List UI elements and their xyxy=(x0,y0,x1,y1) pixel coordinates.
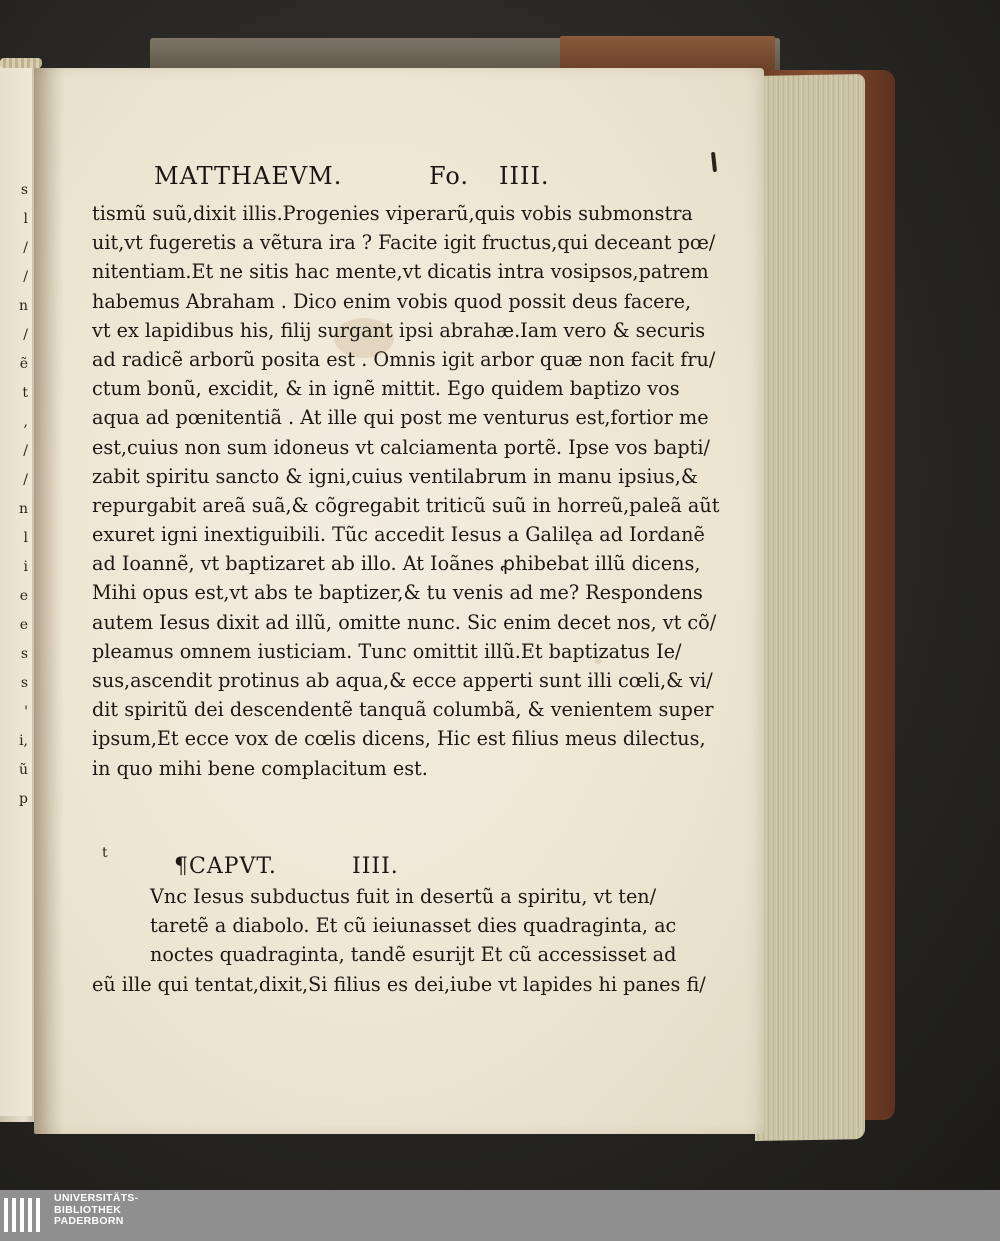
text-line: pleamus omnem iusticiam. Tunc omittit illũ.Et baptizatus Ie/ xyxy=(92,639,682,663)
text-line: eũ ille qui tentat,dixit,Si filius es dei,iube vt lapides hi panes fi/ xyxy=(92,972,706,996)
text-line: sus,ascendit protinus ab aqua,& ecce apperti sunt illi cœli,& vi/ xyxy=(92,669,713,692)
text-line: noctes quadraginta, tandẽ esurijt Et cũ accessisset ad xyxy=(150,943,677,967)
logo-line: BIBLIOTHEK xyxy=(54,1203,122,1216)
text-line: taretẽ a diabolo. Et cũ ieiunasset dies quadraginta, ac xyxy=(150,914,677,938)
margin-glyph: p xyxy=(19,791,28,807)
logo-line: UNIVERSITÄTS- xyxy=(54,1192,139,1204)
margin-glyph: i, xyxy=(19,733,28,749)
binding-thread xyxy=(0,58,42,68)
text-line: dit spiritũ dei descendentẽ tanquã columbã, & venientem super xyxy=(92,698,714,722)
page-fore-edge xyxy=(755,74,865,1141)
margin-glyph: s xyxy=(20,646,28,662)
margin-glyph: e xyxy=(19,588,28,604)
margin-glyph: s xyxy=(20,182,28,198)
margin-glyph: e xyxy=(19,617,28,633)
margin-glyph: t xyxy=(22,385,28,401)
text-line: habemus Abraham . Dico enim vobis quod possit deus facere, xyxy=(92,289,692,313)
text-line: vt ex lapidibus his, filij surgant ipsi abrahæ.Iam vero & securis xyxy=(92,318,706,342)
chapter-number: IIII. xyxy=(352,854,399,879)
text-line: in quo mihi bene complacitum est. xyxy=(92,756,428,780)
gutter-shadow xyxy=(34,68,64,1134)
page-mark xyxy=(711,152,717,172)
left-page-margin-text xyxy=(2,176,28,814)
left-page-edge xyxy=(0,66,32,1116)
text-line: exuret igni inextiguibili. Tũc accedit Iesus a Galilęa ad Iordanẽ xyxy=(92,523,705,547)
library-logo-text xyxy=(54,1193,138,1228)
text-line: est,cuius non sum idoneus vt calciamenta portẽ. Ipse vos bapti/ xyxy=(92,435,710,459)
chapter-label: ¶CAPVT. xyxy=(174,854,277,879)
chapter-text xyxy=(92,882,706,999)
book-page xyxy=(34,68,764,1134)
logo-line: PADERBORN xyxy=(54,1215,124,1227)
text-line: Mihi opus est,vt abs te baptizer,& tu venis ad me? Respondens xyxy=(92,581,703,605)
margin-glyph: , xyxy=(23,414,28,430)
body-text xyxy=(92,199,720,783)
text-line: nitentiam.Et ne sitis hac mente,vt dicatis intra vosipsos,patrem xyxy=(92,260,709,284)
margin-glyph: ẽ xyxy=(19,356,28,372)
margin-glyph: / xyxy=(23,269,28,285)
text-line: uit,vt fugeretis a vẽtura ira ? Facite igit fructus,qui deceant pœ/ xyxy=(92,231,716,255)
leaf-number: IIII. xyxy=(499,162,550,190)
margin-glyph: l xyxy=(23,530,28,546)
margin-glyph: l xyxy=(23,211,28,227)
margin-glyph: / xyxy=(23,240,28,256)
margin-glyph: n xyxy=(18,298,28,314)
margin-glyph: / xyxy=(23,443,28,459)
margin-letter: t xyxy=(102,845,108,861)
text-line: ipsum,Et ecce vox de cœlis dicens, Hic est filius meus dilectus, xyxy=(92,727,706,751)
text-line: zabit spiritu sancto & igni,cuius ventilabrum in manu ipsius,& xyxy=(92,464,698,488)
chapter-heading xyxy=(174,854,474,884)
text-line: ad radicẽ arborũ posita est . Omnis igit arbor quæ non facit fru/ xyxy=(92,347,716,371)
text-line: aqua ad pœnitentiã . At ille qui post me venturus est,fortior me xyxy=(92,406,709,430)
margin-glyph: s xyxy=(20,675,28,691)
text-line: ad Ioannẽ, vt baptizaret ab illo. At Ioãnes ꝓhibebat illũ dicens, xyxy=(92,552,701,576)
text-line: ctum bonũ, excidit, & in ignẽ mittit. Ego quidem baptizo vos xyxy=(92,377,680,401)
margin-glyph: n xyxy=(18,501,28,517)
folio-label: Fo. xyxy=(429,162,469,190)
margin-glyph: / xyxy=(23,327,28,343)
text-line: repurgabit areã suã,& cõgregabit triticũ suũ in horreũ,paleã aũt xyxy=(92,493,720,517)
text-line: Vnc Iesus subductus fuit in desertũ a spiritu, vt ten/ xyxy=(150,885,657,908)
text-line: tismũ suũ,dixit illis.Progenies viperarũ,quis vobis submonstra xyxy=(92,202,693,225)
margin-glyph: / xyxy=(23,472,28,488)
library-logo-icon xyxy=(4,1198,52,1232)
running-title: MATTHAEVM. xyxy=(154,162,343,190)
book-cover-leather xyxy=(560,36,775,70)
margin-glyph: ' xyxy=(24,704,28,720)
margin-glyph: ũ xyxy=(18,762,28,778)
library-footer xyxy=(0,1190,1000,1241)
text-line: autem Iesus dixit ad illũ, omitte nunc. Sic enim decet nos, vt cõ/ xyxy=(92,610,717,634)
margin-glyph: i xyxy=(23,559,28,575)
